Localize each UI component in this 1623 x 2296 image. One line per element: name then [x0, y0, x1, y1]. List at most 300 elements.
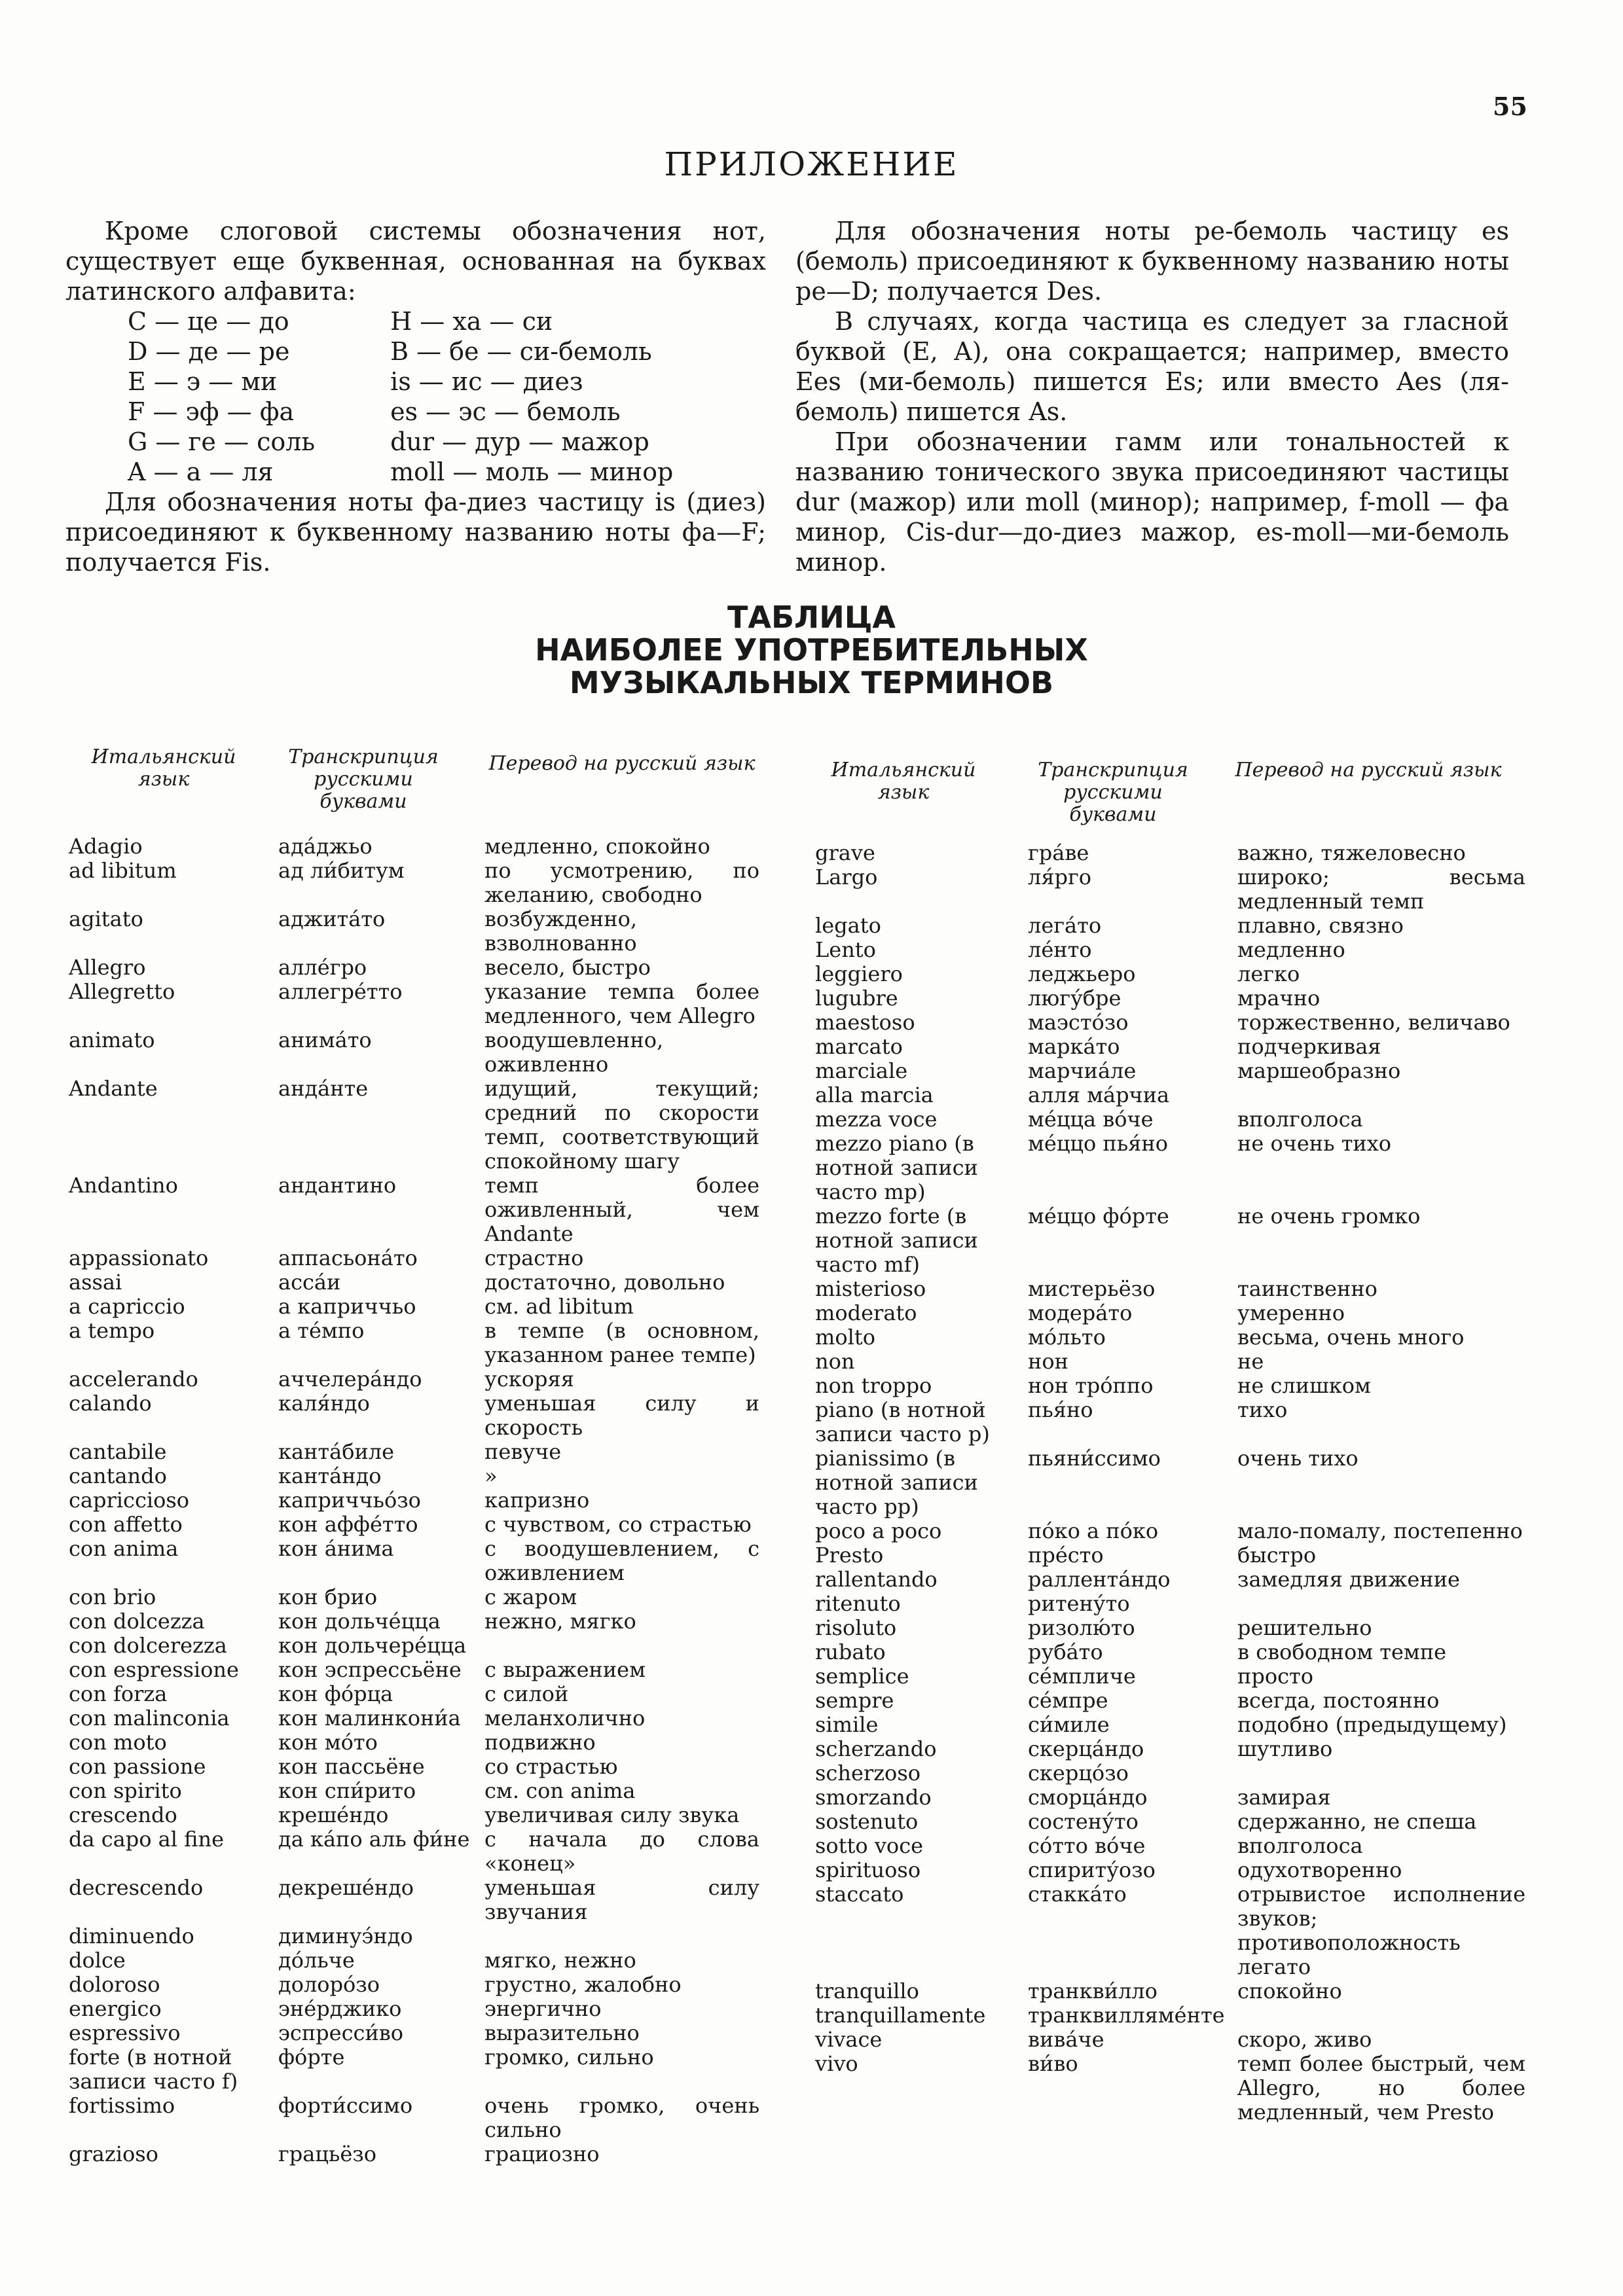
translation: замирая — [1237, 1785, 1331, 1810]
translation: медленно, спокойно — [484, 834, 710, 859]
transcription: эне́рджико — [278, 1996, 402, 2021]
italian-term: crescendo — [69, 1803, 177, 1827]
translation — [484, 1924, 759, 1948]
transcription: алля ма́рчиа — [1028, 1083, 1170, 1107]
col-header-italian-right: Итальянский язык — [831, 759, 976, 804]
italian-term: leggiero — [815, 961, 903, 986]
table-row — [69, 1755, 776, 1779]
transcription: со́тто во́че — [1028, 1833, 1146, 1858]
transcription: кон брио — [278, 1585, 378, 1609]
table-row — [815, 1350, 1535, 1374]
translation: скоро, живо — [1237, 2027, 1372, 2052]
transcription: раллента́ндо — [1028, 1567, 1171, 1592]
letter-notation-list — [65, 306, 766, 487]
italian-term: mezzo piano (в нотной записи часто mp) — [815, 1131, 978, 1204]
transcription: кон пассьёне — [278, 1754, 425, 1779]
translation: по усмотрению, по желанию, свободно — [484, 858, 759, 907]
letter-row: F — эф — фа — [128, 397, 295, 426]
transcription: лега́то — [1028, 913, 1102, 938]
transcription: канта́биле — [278, 1439, 395, 1464]
transcription: до́льче — [278, 1948, 355, 1973]
translation: весело, быстро — [484, 955, 651, 980]
translation: спокойно — [1237, 1979, 1342, 2003]
italian-term: maestoso — [815, 1010, 915, 1035]
transcription: се́мпре — [1028, 1688, 1108, 1713]
translation: уменьшая силу и скорость — [484, 1391, 759, 1440]
italian-term: Largo — [815, 865, 878, 889]
transcription: нон тро́ппо — [1028, 1373, 1154, 1398]
intro-right-paragraph-1: Для обозначения ноты ре-бемоль частицу es (бемоль) присоединяют к буквенному названию ноты ре—D; получается Des. — [795, 217, 1509, 306]
italian-term: con affetto — [69, 1512, 183, 1537]
table-row — [815, 1979, 1535, 2003]
letter-row: H — ха — си — [390, 307, 553, 336]
italian-term: tranquillo — [815, 1979, 919, 2003]
table-row — [69, 1391, 776, 1440]
italian-term: espressivo — [69, 2020, 181, 2045]
translation: увеличивая силу звука — [484, 1803, 740, 1827]
transcription: спириту́озо — [1028, 1857, 1156, 1882]
table-row — [69, 1658, 776, 1682]
translation: возбужденно, взволнованно — [484, 906, 637, 956]
italian-term: marcato — [815, 1034, 903, 1059]
italian-term: vivace — [815, 2027, 883, 2052]
translation: очень тихо — [1237, 1446, 1359, 1471]
transcription: мистерьёзо — [1028, 1276, 1156, 1301]
table-row — [815, 938, 1535, 962]
italian-term: calando — [69, 1391, 152, 1416]
transcription: сморца́ндо — [1028, 1785, 1148, 1810]
transcription: эспресси́во — [278, 2020, 404, 2045]
transcription: да ка́по аль фи́не — [278, 1827, 470, 1852]
translation: широко; весьма медленный темп — [1237, 865, 1525, 914]
letter-row: C — це — до — [128, 307, 289, 336]
translation: воодушевленно, оживленно — [484, 1028, 664, 1077]
table-row — [69, 1827, 776, 1876]
table-row — [69, 956, 776, 980]
transcription: а те́мпо — [278, 1318, 365, 1343]
transcription: кон малинкони́а — [278, 1706, 461, 1731]
italian-term: sostenuto — [815, 1809, 919, 1834]
translation: просто — [1237, 1664, 1313, 1689]
transcription: ада́джьо — [278, 834, 373, 859]
italian-term: non troppo — [815, 1373, 932, 1398]
transcription: пре́сто — [1028, 1543, 1104, 1568]
table-row — [815, 2028, 1535, 2052]
italian-term: alla marcia — [815, 1083, 934, 1107]
table-row — [815, 986, 1535, 1011]
transcription: аччелера́ндо — [278, 1367, 422, 1391]
transcription: ля́рго — [1028, 865, 1092, 889]
table-row — [69, 1488, 776, 1513]
translation: умеренно — [1237, 1300, 1345, 1325]
italian-term: capriccioso — [69, 1488, 190, 1513]
table-row — [69, 1537, 776, 1585]
translation: капризно — [484, 1488, 590, 1513]
letter-row: A — а — ля — [128, 457, 274, 486]
transcription: долоро́зо — [278, 1972, 380, 1997]
italian-term: ad libitum — [69, 858, 177, 883]
transcription: марчиа́ле — [1028, 1058, 1137, 1083]
italian-term: dolce — [69, 1948, 126, 1973]
table-row — [815, 1011, 1535, 1035]
translation: грустно, жалобно — [484, 1972, 682, 1997]
table-row — [815, 1592, 1535, 1616]
table-row — [815, 1325, 1535, 1350]
italian-term: ritenuto — [815, 1591, 901, 1616]
table-row — [69, 980, 776, 1028]
translation: решительно — [1237, 1615, 1372, 1640]
table-row — [69, 834, 776, 859]
italian-term: cantabile — [69, 1439, 167, 1464]
table-row — [69, 1028, 776, 1077]
transcription: ризолю́то — [1028, 1615, 1135, 1640]
italian-term: con passione — [69, 1754, 206, 1779]
transcription: скерца́ндо — [1028, 1736, 1144, 1761]
table-row — [815, 1713, 1535, 1737]
italian-term: con spirito — [69, 1778, 182, 1803]
translation: с воодушевлением, с оживлением — [484, 1536, 759, 1585]
translation: вполголоса — [1237, 1833, 1363, 1858]
italian-term: rallentando — [815, 1567, 938, 1592]
letter-row: moll — моль — минор — [390, 457, 674, 486]
transcription: ад ли́битум — [278, 858, 405, 883]
italian-term: con anima — [69, 1536, 179, 1561]
table-row — [69, 1973, 776, 1997]
italian-term: Presto — [815, 1543, 884, 1568]
italian-term: moderato — [815, 1300, 917, 1325]
table-row — [69, 1440, 776, 1464]
table-row — [69, 1513, 776, 1537]
transcription: вива́че — [1028, 2027, 1104, 2052]
transcription: руба́то — [1028, 1640, 1103, 1664]
translation: очень громко, очень сильно — [484, 2093, 759, 2142]
col-header-transcription-right: Транскрипция русскими буквами — [1038, 759, 1188, 826]
translation — [1237, 1592, 1525, 1616]
italian-term: poco a poco — [815, 1518, 942, 1543]
translation: не очень тихо — [1237, 1131, 1392, 1156]
italian-term: tranquillamente — [815, 2003, 986, 2028]
transcription: анда́нте — [278, 1076, 369, 1101]
translation: указание темпа более медленного, чем Allegro — [484, 979, 759, 1028]
translation: ускоряя — [484, 1367, 574, 1391]
translation: певуче — [484, 1439, 562, 1464]
table-row — [69, 1706, 776, 1731]
table-row — [69, 1803, 776, 1827]
transcription: пьяни́ссимо — [1028, 1446, 1161, 1471]
italian-term: Allegretto — [69, 979, 175, 1004]
italian-term: da capo al fine — [69, 1827, 225, 1852]
italian-term: con brio — [69, 1585, 156, 1609]
italian-term: accelerando — [69, 1367, 198, 1391]
table-row — [69, 1246, 776, 1270]
transcription: ви́во — [1028, 2051, 1078, 2076]
transcription: андантино — [278, 1173, 397, 1198]
translation: маршеобразно — [1237, 1058, 1401, 1083]
translation: нежно, мягко — [484, 1609, 636, 1634]
transcription: аппасьона́то — [278, 1246, 418, 1270]
translation: громко, сильно — [484, 2045, 654, 2070]
italian-term: simile — [815, 1712, 879, 1737]
translation: замедляя движение — [1237, 1567, 1460, 1592]
translation: мягко, нежно — [484, 1948, 636, 1973]
transcription: форти́ссимо — [278, 2093, 413, 2118]
translation: одухотворенно — [1237, 1857, 1402, 1882]
italian-term: scherzando — [815, 1736, 937, 1761]
table-row — [69, 1174, 776, 1246]
translation: с силой — [484, 1681, 569, 1706]
table-row — [69, 1585, 776, 1609]
translation: идущий, текущий; средний по скорости темп, соответствующий спокойному шагу — [484, 1076, 759, 1174]
table-row — [69, 2142, 776, 2166]
transcription: транквилляме́нте — [1028, 2003, 1225, 2028]
table-row — [815, 1519, 1535, 1543]
table-row — [69, 1077, 776, 1174]
intro-left-paragraph-1: Кроме слоговой системы обозначения нот, существует еще буквенная, основанная на буквах латинского алфавита: — [65, 217, 766, 306]
translation: см. con anima — [484, 1778, 636, 1803]
letter-notation-column-1 — [128, 306, 315, 487]
translation: со страстью — [484, 1754, 618, 1779]
table-row — [815, 1882, 1535, 1979]
intro-right-paragraph-2: В случаях, когда частица es следует за гласной буквой (E, A), она сокращается; например, вместо Ees (ми-бемоль) пишется Es; или вместо Aes (ля-бемоль) пишется As. — [795, 307, 1509, 426]
transcription: ритену́то — [1028, 1591, 1130, 1616]
table-row — [69, 1779, 776, 1803]
transcription: ме́ццо пья́но — [1028, 1131, 1168, 1156]
italian-term: semplice — [815, 1664, 909, 1689]
table-row — [69, 1682, 776, 1706]
transcription: скерцо́зо — [1028, 1761, 1129, 1785]
translation: плавно, связно — [1237, 913, 1404, 938]
table-row — [69, 1924, 776, 1948]
translation: не — [1237, 1349, 1264, 1374]
translation: сдержанно, не спеша — [1237, 1809, 1477, 1834]
table-row — [69, 1997, 776, 2021]
col-header-translation-right: Перевод на русский язык — [1235, 759, 1502, 781]
italian-term: appassionato — [69, 1246, 209, 1270]
table-row — [815, 1616, 1535, 1640]
italian-term: grave — [815, 840, 875, 865]
translation: выразительно — [484, 2020, 640, 2045]
letter-row: E — э — ми — [128, 367, 278, 396]
translation: в темпе (в основном, указанном ранее темпе) — [484, 1318, 759, 1367]
transcription: мо́льто — [1028, 1325, 1106, 1350]
table-row — [69, 1295, 776, 1319]
translation: грациозно — [484, 2142, 600, 2166]
letter-row: D — де — ре — [128, 337, 290, 366]
table-row — [815, 1083, 1535, 1107]
table-row — [815, 1059, 1535, 1083]
table-row — [815, 1398, 1535, 1446]
transcription: леджьеро — [1028, 961, 1136, 986]
italian-term: rubato — [815, 1640, 886, 1664]
transcription: состену́то — [1028, 1809, 1139, 1834]
translation: вполголоса — [1237, 1107, 1363, 1132]
translation: не очень громко — [1237, 1204, 1421, 1229]
table-row — [69, 1609, 776, 1634]
translation: всегда, постоянно — [1237, 1688, 1440, 1713]
italian-term: con dolcerezza — [69, 1633, 227, 1658]
translation: подчеркивая — [1237, 1034, 1381, 1059]
translation: весьма, очень много — [1237, 1325, 1465, 1350]
transcription: кон фо́рца — [278, 1681, 393, 1706]
transcription: по́ко а по́ко — [1028, 1518, 1159, 1543]
italian-term: smorzando — [815, 1785, 932, 1810]
italian-term: mezzo forte (в нотной записи часто mf) — [815, 1204, 978, 1277]
transcription: ме́цца во́че — [1028, 1107, 1154, 1132]
transcription: маэсто́зо — [1028, 1010, 1129, 1035]
translation: см. ad libitum — [484, 1294, 634, 1319]
italian-term: con espressione — [69, 1657, 239, 1682]
transcription: декреше́ндо — [278, 1875, 414, 1900]
terms-table-left — [69, 834, 776, 2166]
letter-row: B — бе — си-бемоль — [390, 337, 652, 366]
transcription: кон а́нима — [278, 1536, 394, 1561]
translation: в свободном темпе — [1237, 1640, 1447, 1664]
transcription: канта́ндо — [278, 1463, 382, 1488]
table-row — [815, 962, 1535, 986]
italian-term: Allegro — [69, 955, 146, 980]
transcription: фо́рте — [278, 2045, 345, 2070]
transcription: транкви́лло — [1028, 1979, 1158, 2003]
transcription: грацьёзо — [278, 2142, 376, 2166]
table-row — [815, 1640, 1535, 1664]
table-title-line-2: НАИБОЛЕЕ УПОТРЕБИТЕЛЬНЫХ — [535, 632, 1088, 668]
translation: подвижно — [484, 1730, 596, 1755]
translation: энергично — [484, 1996, 602, 2021]
table-title-line-1: ТАБЛИЦА — [727, 600, 896, 635]
table-row — [815, 1035, 1535, 1059]
table-row — [69, 907, 776, 956]
translation: достаточно, довольно — [484, 1270, 725, 1295]
transcription: се́мпличе — [1028, 1664, 1136, 1689]
italian-term: scherzoso — [815, 1761, 921, 1785]
italian-term: con dolcezza — [69, 1609, 205, 1634]
italian-term: pianissimo (в нотной записи часто pp) — [815, 1446, 978, 1519]
letter-notation-column-2 — [390, 306, 673, 487]
italian-term: cantando — [69, 1463, 167, 1488]
col-header-italian-left: Итальянский язык — [91, 745, 236, 791]
translation: шутливо — [1237, 1736, 1333, 1761]
italian-term: doloroso — [69, 1972, 160, 1997]
table-row — [815, 1374, 1535, 1398]
table-row — [815, 914, 1535, 938]
italian-term: energico — [69, 1996, 162, 2021]
italian-term: Adagio — [69, 834, 143, 859]
intro-left-paragraph-2: Для обозначения ноты фа-диез частицу is (диез) присоединяют к буквенному названию ноты фа—F; получается Fis. — [65, 488, 766, 577]
table-row — [815, 865, 1535, 914]
translation: уменьшая силу звучания — [484, 1875, 759, 1924]
italian-term: molto — [815, 1325, 875, 1350]
italian-term: animato — [69, 1028, 155, 1052]
italian-term: con moto — [69, 1730, 167, 1755]
italian-term: lugubre — [815, 986, 898, 1011]
translation — [1237, 1761, 1525, 1785]
italian-term: sotto voce — [815, 1833, 924, 1858]
transcription: а каприччьо — [278, 1294, 416, 1319]
transcription: модера́то — [1028, 1300, 1133, 1325]
italian-term: risoluto — [815, 1615, 897, 1640]
translation: подобно (предыдущему) — [1237, 1712, 1507, 1737]
transcription: марка́то — [1028, 1034, 1120, 1059]
letter-row: is — ис — диез — [390, 367, 583, 396]
intro-right-paragraph-3: При обозначении гамм или тональностей к названию тонического звука присоединяют частицы dur (мажор) или moll (минор); например, f-moll — фа минор, Cis-dur—до-диез мажор, es-moll—ми-бемоль минор. — [795, 427, 1509, 577]
italian-term: mezza voce — [815, 1107, 938, 1132]
table-row — [69, 2021, 776, 2045]
table-row — [815, 1301, 1535, 1325]
transcription: кон мо́то — [278, 1730, 378, 1755]
table-row — [815, 1689, 1535, 1713]
transcription: кон аффе́тто — [278, 1512, 418, 1537]
table-row — [69, 1731, 776, 1755]
transcription: люгу́бре — [1028, 986, 1122, 1011]
translation: мрачно — [1237, 986, 1321, 1011]
translation: отрывистое исполнение звуков; противоположность легато — [1237, 1882, 1525, 1979]
table-row — [815, 2052, 1535, 2125]
translation: темп более оживленный, чем Andante — [484, 1173, 759, 1246]
transcription: асса́и — [278, 1270, 341, 1295]
translation: » — [484, 1463, 498, 1488]
transcription: нон — [1028, 1349, 1068, 1374]
italian-term: misterioso — [815, 1276, 926, 1301]
page-number: 55 — [1493, 92, 1527, 121]
italian-term: fortissimo — [69, 2093, 175, 2118]
italian-term: decrescendo — [69, 1875, 204, 1900]
translation: темп более быстрый, чем Allegro, но более медленный, чем Presto — [1237, 2051, 1525, 2125]
table-row — [69, 1319, 776, 1367]
table-row — [815, 1810, 1535, 1834]
table-row — [69, 1634, 776, 1658]
letter-row: es — эс — бемоль — [390, 397, 621, 426]
intro-left-column — [65, 216, 766, 577]
table-title-line-3: МУЗЫКАЛЬНЫХ ТЕРМИНОВ — [569, 665, 1054, 700]
transcription: креше́ндо — [278, 1803, 389, 1827]
table-row — [815, 2003, 1535, 2028]
table-row — [815, 1543, 1535, 1568]
translation: торжественно, величаво — [1237, 1010, 1510, 1035]
table-row — [815, 1664, 1535, 1689]
italian-term: sempre — [815, 1688, 894, 1713]
table-row — [69, 1270, 776, 1295]
italian-term: con forza — [69, 1681, 168, 1706]
transcription: ме́ццо фо́рте — [1028, 1204, 1169, 1229]
table-row — [69, 2045, 776, 2094]
table-row — [815, 1834, 1535, 1858]
table-row — [815, 1107, 1535, 1132]
italian-term: con malinconia — [69, 1706, 230, 1731]
italian-term: assai — [69, 1270, 122, 1295]
table-row — [69, 1367, 776, 1391]
italian-term: diminuendo — [69, 1924, 194, 1948]
letter-row: dur — дур — мажор — [390, 427, 649, 456]
transcription: диминуэ́ндо — [278, 1924, 413, 1948]
translation — [1237, 2003, 1525, 2028]
transcription: алле́гро — [278, 955, 367, 980]
transcription: кон дольчере́цца — [278, 1633, 467, 1658]
translation: меланхолично — [484, 1706, 646, 1731]
table-row — [815, 1446, 1535, 1519]
translation: с выражением — [484, 1657, 646, 1682]
transcription: анима́то — [278, 1028, 372, 1052]
italian-term: Andante — [69, 1076, 158, 1101]
italian-term: spirituoso — [815, 1857, 921, 1882]
transcription: пья́но — [1028, 1397, 1093, 1422]
table-row — [815, 1568, 1535, 1592]
table-row — [69, 1948, 776, 1973]
transcription: си́миле — [1028, 1712, 1110, 1737]
transcription: стакка́то — [1028, 1882, 1127, 1907]
translation: таинственно — [1237, 1276, 1377, 1301]
translation: мало-помалу, постепенно — [1237, 1518, 1523, 1543]
italian-term: staccato — [815, 1882, 904, 1907]
